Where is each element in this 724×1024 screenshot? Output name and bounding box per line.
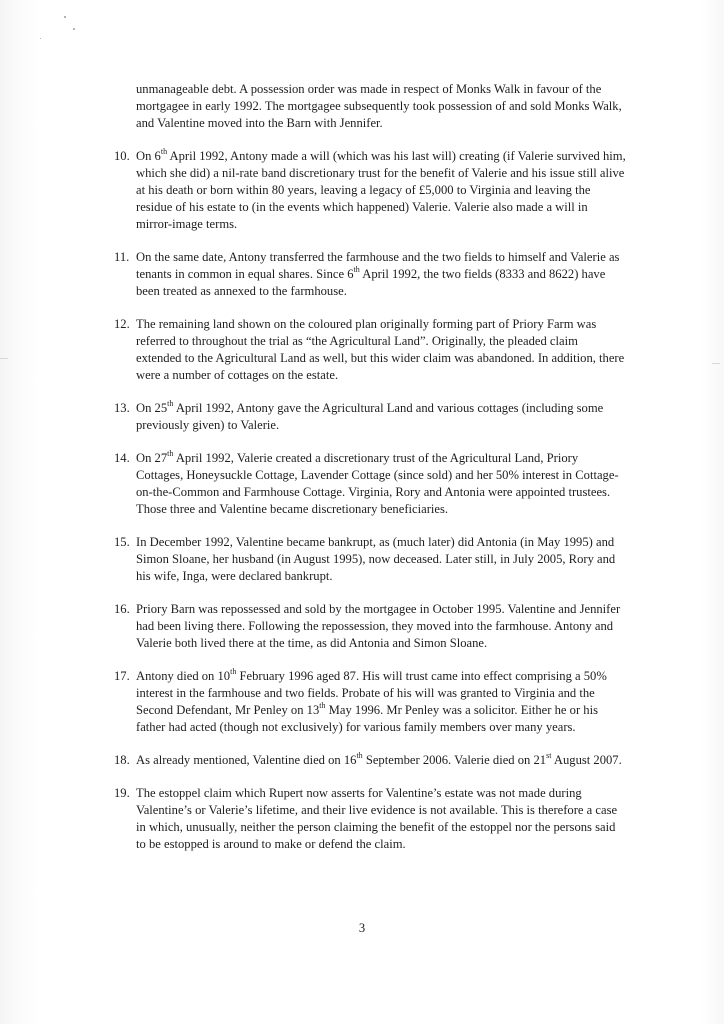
paragraph-number: 11.	[114, 250, 130, 264]
paragraph-number: 17.	[114, 669, 130, 683]
paragraph-text: Priory Barn was repossessed and sold by the mortgagee in October 1995. Valentine and Jennifer had been living there. Following the repossession, they moved into the farmhouse. Antony and Valerie both lived there at the time, as did Antonia and Simon Sloane.	[136, 602, 621, 650]
paragraph-text: Antony died on 10th February 1996 aged 87. His will trust came into effect comprising a 50% interest in the farmhouse and two fields. Probate of his will was granted to Virginia and the Second Defendant, Mr Penley on 13th May 1996. Mr Penley was a solicitor. Either he or his father had acted (though not exclusively) for various family members over many years.	[136, 666, 607, 734]
paragraph-text: The remaining land shown on the coloured plan originally forming part of Priory Farm was referred to throughout the trial as “the Agricultural Land”. Originally, the pleaded claim extended to the Agricultural Land as well, but this wider claim was abandoned. In addition, there were a number of cottages on the estate.	[136, 317, 625, 382]
paragraph-number: 18.	[114, 753, 130, 767]
paragraph-text: On the same date, Antony transferred the farmhouse and the two fields to himself and Valerie as tenants in common in equal shares. Since 6th April 1992, the two fields (8333 and 8622) have been treated as annexed to the farmhouse.	[136, 250, 620, 298]
paragraph-13	[114, 400, 626, 434]
scan-edge-mark	[0, 358, 8, 359]
paragraph-number: 14.	[114, 451, 130, 465]
paragraph-text: On 6th April 1992, Antony made a will (which was his last will) creating (if Valerie survived him, which she did) a nil-rate band discretionary trust for the benefit of Valerie and his issue still alive at his death or born within 80 years, leaving a legacy of £5,000 to Virginia and leaving the residue of his estate to (in the events which happened) Valerie. Valerie also made a will in mirror-image terms.	[136, 146, 626, 231]
scan-speck	[64, 16, 66, 18]
paragraph-number: 19.	[114, 786, 130, 800]
scan-speck	[40, 38, 41, 39]
paragraph-text: The estoppel claim which Rupert now asserts for Valentine’s estate was not made during Valentine’s or Valerie’s lifetime, and their live evidence is not available. This is therefore a case in which, unusually, neither the person claiming the benefit of the estoppel nor the persons said to be estopped is around to make or defend the claim.	[136, 786, 618, 851]
paragraph-text: On 25th April 1992, Antony gave the Agricultural Land and various cottages (including some previously given) to Valerie.	[136, 398, 604, 432]
paragraph-15	[114, 534, 626, 585]
paragraph-number: 15.	[114, 535, 130, 549]
scan-speck	[73, 28, 75, 30]
paragraph-number: 10.	[114, 149, 130, 163]
paragraph-11	[114, 249, 626, 300]
paragraph-number: 16.	[114, 602, 130, 616]
paragraph-17	[114, 668, 626, 736]
paragraph-text: As already mentioned, Valentine died on 16th September 2006. Valerie died on 21st August 2007.	[136, 750, 622, 767]
paragraph-number: 13.	[114, 401, 130, 415]
paragraph-12	[114, 316, 626, 384]
paragraph-14	[114, 450, 626, 518]
paragraph-text: On 27th April 1992, Valerie created a discretionary trust of the Agricultural Land, Priory Cottages, Honeysuckle Cottage, Lavender Cottage (since sold) and her 50% interest in Cottage-on-the-Common and Farmhouse Cottage. Virginia, Rory and Antonia were appointed trustees. Those three and Valentine became discretionary beneficiaries.	[136, 448, 619, 516]
paragraph-16	[114, 601, 626, 652]
paragraph-10	[114, 148, 626, 233]
continuation-paragraph: unmanageable debt. A possession order was made in respect of Monks Walk in favour of the mortgagee in early 1992. The mortgagee subsequently took possession of and sold Monks Walk, and Valentine moved into the Barn with Jennifer.	[136, 82, 622, 130]
scan-edge-mark	[712, 363, 720, 364]
paragraph-18	[114, 752, 626, 769]
paragraph-19	[114, 785, 626, 853]
paragraph-number: 12.	[114, 317, 130, 331]
paragraph-text: In December 1992, Valentine became bankrupt, as (much later) did Antonia (in May 1995) and Simon Sloane, her husband (in August 1995), now deceased. Later still, in July 2005, Rory and his wife, Inga, were declared bankrupt.	[136, 535, 616, 583]
document-body	[114, 81, 626, 853]
page-number: 3	[358, 921, 366, 935]
